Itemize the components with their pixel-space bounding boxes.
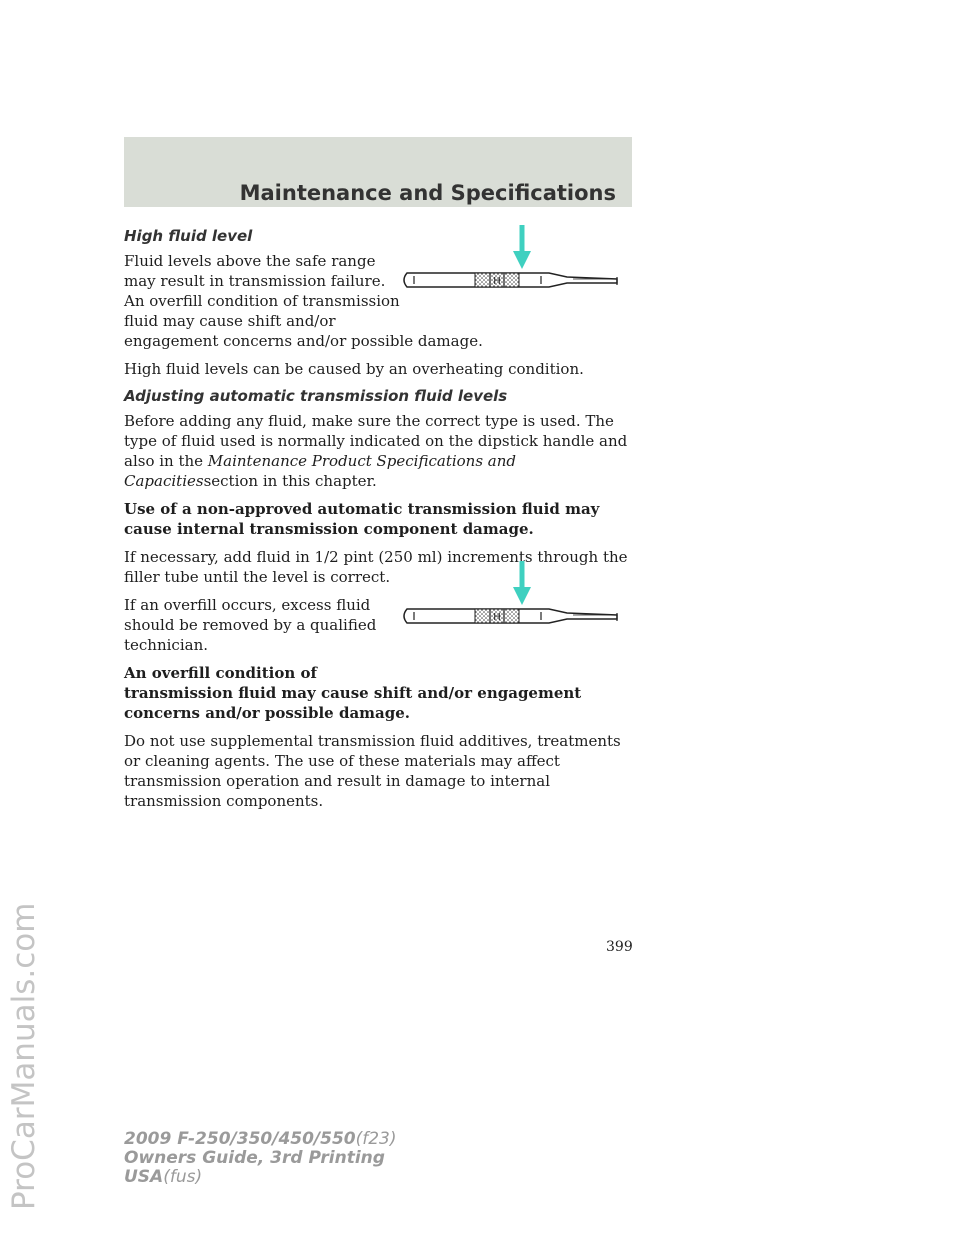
page-content <box>124 219 638 819</box>
footer-model: 2009 F-250/350/450/550 <box>124 1129 356 1149</box>
footer-line-printing: Owners Guide, 3rd Printing <box>124 1148 385 1168</box>
dipstick-marker-label: H <box>493 612 501 623</box>
add-fluid-paragraph: If necessary, add fluid in 1/2 pint (250 ml) increments through the filler tube until the level is correct. <box>124 548 628 586</box>
site-watermark: ProCarManuals.com <box>6 902 42 1210</box>
figure-row-2 <box>124 595 638 655</box>
maintenance-specs-reference: Maintenance Product Specifications and Capacities <box>124 452 517 490</box>
fluid-type-text-a: Before adding any fluid, make sure the correct type is used. The type of fluid used is normally indicated on the dipstick handle and also in the <box>124 412 628 470</box>
heading-high-fluid-level: High fluid level <box>124 227 253 245</box>
footer-line-model <box>124 1130 397 1149</box>
overfill-warning: An overfill condition of transmission fluid may cause shift and/or engagement concerns and/or possible damage. <box>124 664 582 722</box>
dipstick-high-level-figure <box>401 213 631 303</box>
footer-model-code: (f23) <box>355 1129 397 1149</box>
heading-adjusting-levels: Adjusting automatic transmission fluid levels <box>124 387 508 405</box>
fluid-type-paragraph <box>124 411 638 491</box>
overheating-paragraph: High fluid levels can be caused by an overheating condition. <box>124 360 584 378</box>
section-header-band <box>124 137 632 207</box>
dipstick-overfill-figure <box>401 549 631 639</box>
page-number: 399 <box>606 939 633 955</box>
high-fluid-paragraph: Fluid levels above the safe range may result in transmission failure. An overfill condition of transmission fluid may cause shift and/or engagement concerns and/or possible damage. <box>124 252 483 350</box>
non-approved-fluid-warning: Use of a non-approved automatic transmission fluid may cause internal transmission component damage. <box>124 500 600 538</box>
figure-row-1 <box>124 251 638 351</box>
fluid-type-text-b: section in this chapter. <box>203 472 377 490</box>
dipstick-marker-label: H <box>493 276 501 287</box>
overfill-removal-paragraph: If an overfill occurs, excess fluid should be removed by a qualified technician. <box>124 596 377 654</box>
document-footer <box>124 1130 397 1187</box>
footer-market: USA <box>124 1167 164 1187</box>
section-title: Maintenance and Specifications <box>239 181 616 205</box>
additives-paragraph: Do not use supplemental transmission fluid additives, treatments or cleaning agents. The use of these materials may affect transmission operation and result in damage to internal transmission components. <box>124 732 621 810</box>
footer-line-market <box>124 1168 397 1187</box>
footer-market-code: (fus) <box>163 1167 203 1187</box>
